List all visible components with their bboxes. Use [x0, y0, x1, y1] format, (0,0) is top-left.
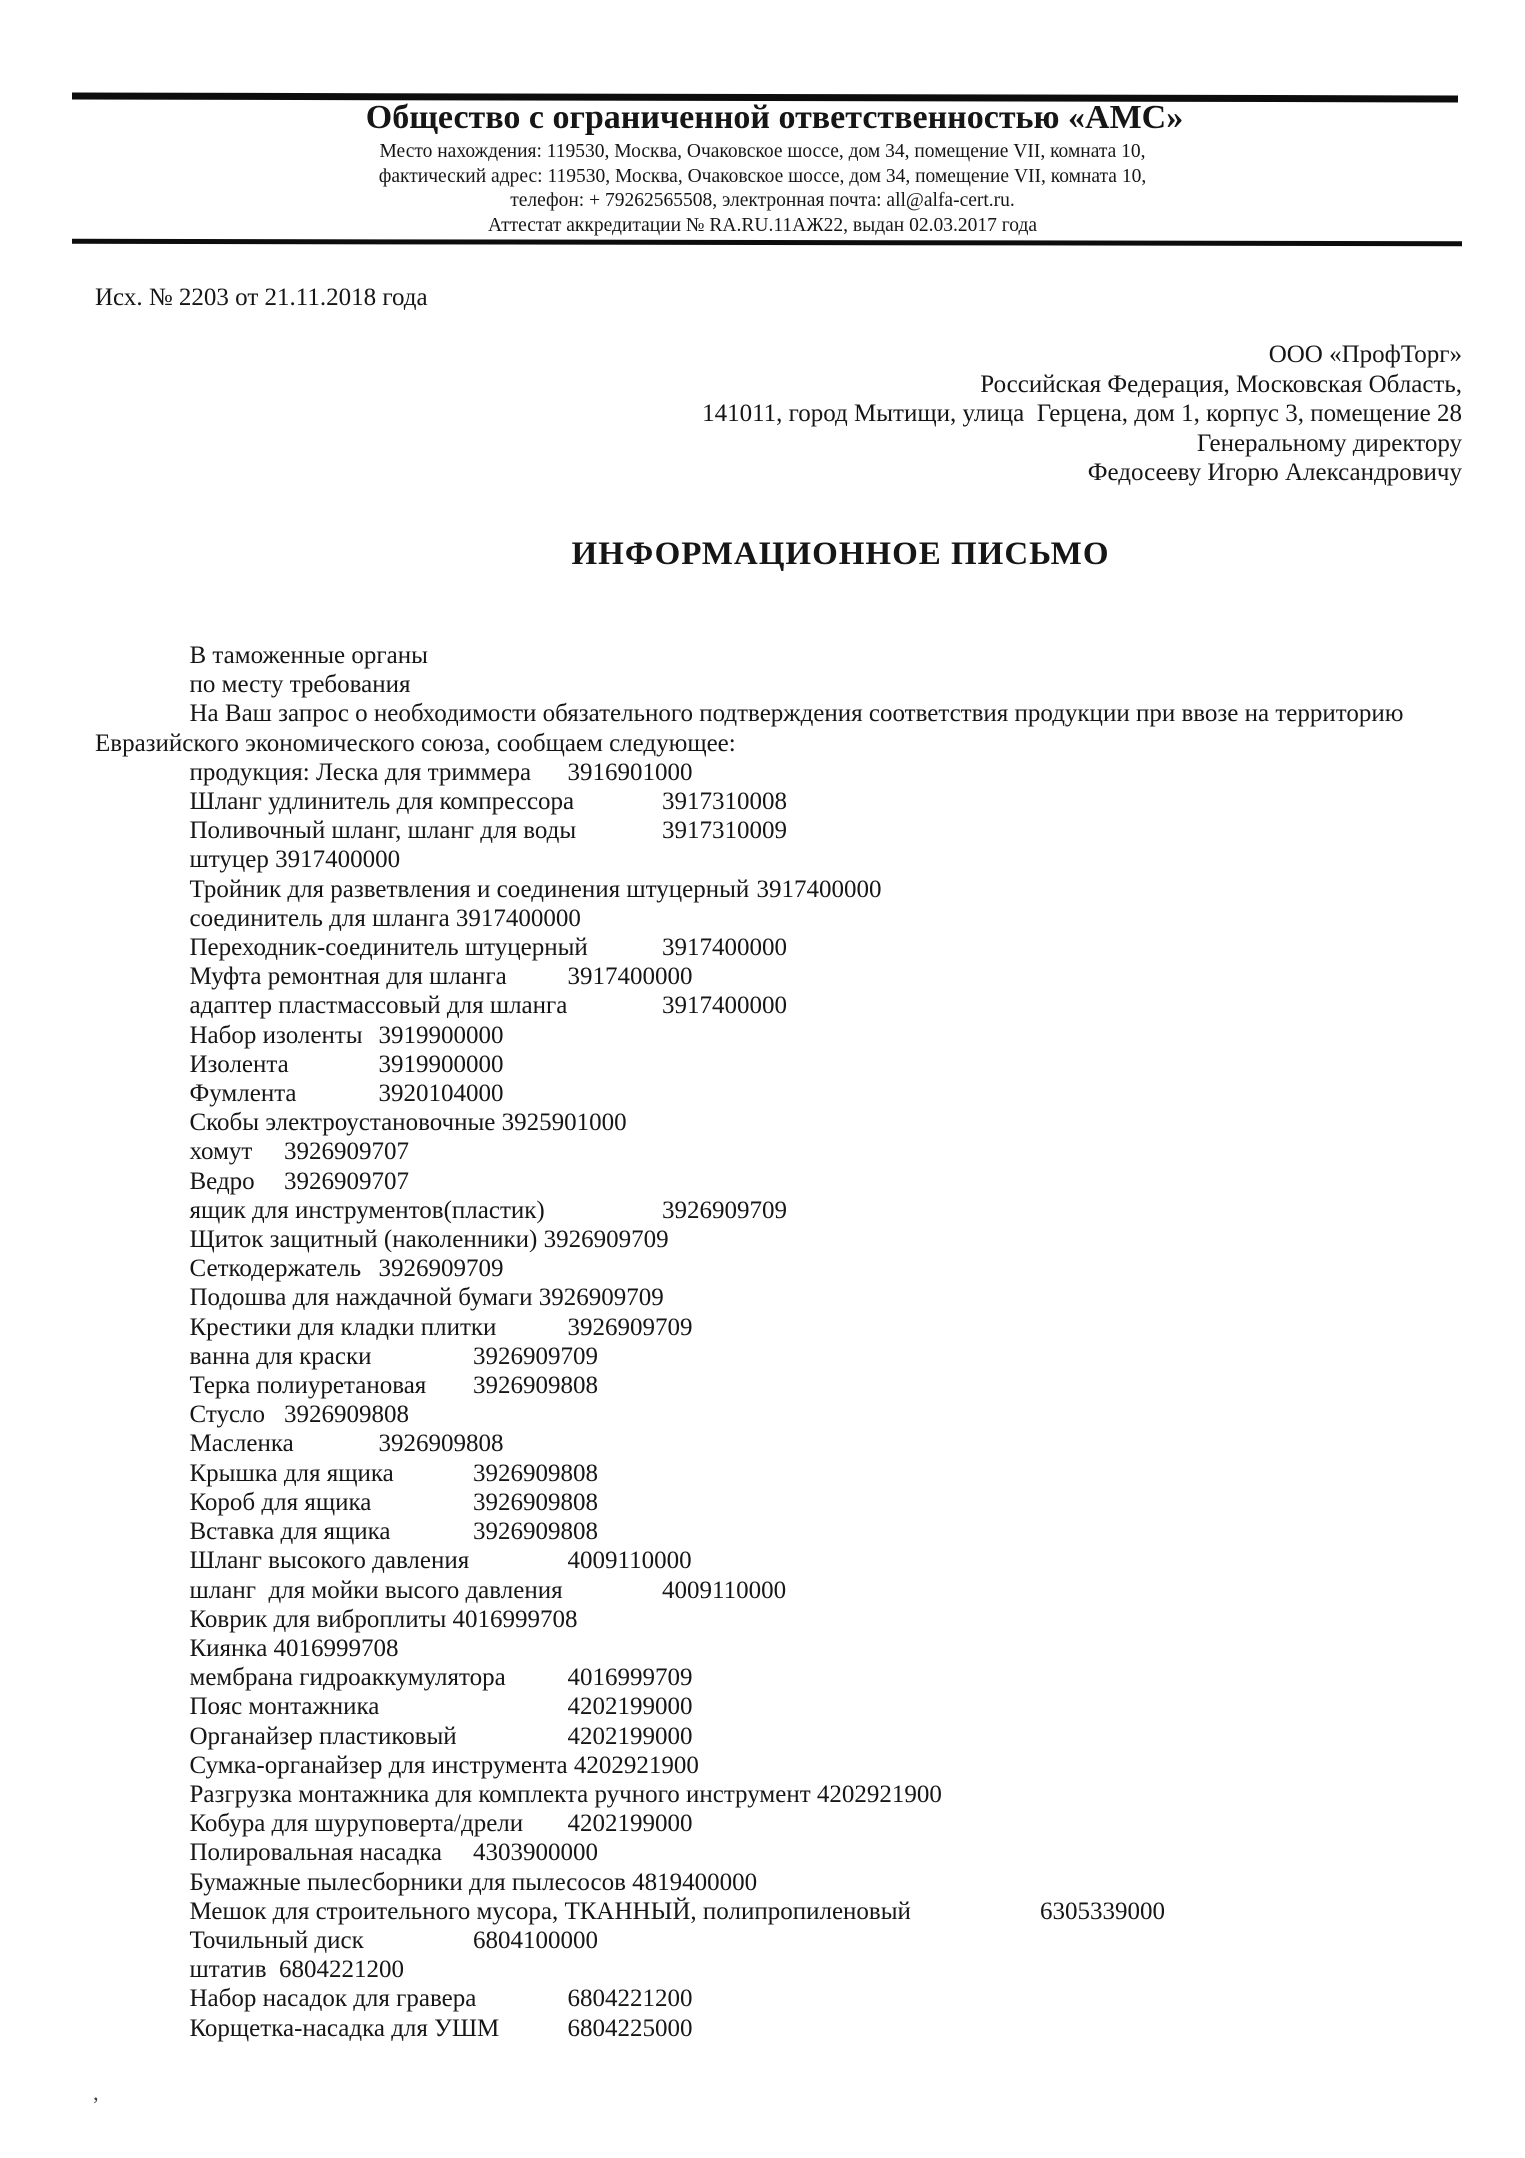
product-line: ванна для краски 3926909709 — [95, 1342, 598, 1370]
product-line: Крышка для ящика 3926909808 — [95, 1459, 598, 1487]
letterhead-line: Место нахождения: 119530, Москва, Очаковское шоссе, дом 34, помещение VII, комната 10, — [379, 141, 1146, 162]
product-line: Пояс монтажника 4202199000 — [95, 1693, 693, 1721]
request-paragraph — [95, 699, 1515, 757]
addressee-line: ООО «ПрофТорг» — [1268, 341, 1462, 368]
product-line: Масленка 3926909808 — [95, 1430, 504, 1458]
product-line: Крестики для кладки плитки 3926909709 — [95, 1313, 693, 1341]
product-line: Бумажные пылесборники для пылесосов 4819400000 — [95, 1868, 758, 1896]
product-line: Шланг удлинитель для компрессора 3917310008 — [95, 788, 787, 816]
letter-body — [95, 641, 1515, 2043]
product-line: адаптер пластмассовый для шланга 3917400000 — [95, 992, 787, 1020]
product-line: штатив 6804221200 — [95, 1956, 405, 1984]
product-line: Мешок для строительного мусора, ТКАННЫЙ, полипропиленовый 6305339000 — [95, 1897, 1165, 1925]
product-line: Киянка 4016999708 — [95, 1634, 399, 1662]
intro-lines — [95, 641, 1515, 699]
product-line: Фумлента 3920104000 — [95, 1080, 504, 1108]
product-line: Набор насадок для гравера 6804221200 — [95, 1985, 693, 2013]
product-line: Полировальная насадка 4303900000 — [95, 1839, 598, 1867]
product-line: Скобы электроустановочные 3925901000 — [95, 1109, 627, 1137]
product-line: Изолента 3919900000 — [95, 1050, 504, 1078]
addressee-line: 141011, город Мытищи, улица Герцена, дом 1, корпус 3, помещение 28 — [702, 400, 1462, 427]
product-line: шланг для мойки высого давления 4009110000 — [95, 1576, 787, 1604]
product-line: Точильный диск 6804100000 — [95, 1926, 598, 1954]
product-list — [95, 758, 1515, 2043]
addressee-block — [702, 340, 1462, 488]
letterhead-bottom-rule — [72, 239, 1462, 246]
intro-line: по месту требования — [95, 671, 411, 699]
letterhead-line: Аттестат аккредитации № RA.RU.11АЖ22, выдан 02.03.2017 года — [487, 214, 1038, 236]
product-line: Сеткодержатель 3926909709 — [95, 1255, 504, 1283]
letterhead-details — [0, 140, 1525, 238]
product-line: Корщетка-насадка для УШМ 6804225000 — [95, 2014, 693, 2042]
product-line: хомут 3926909707 — [95, 1138, 409, 1166]
product-line: Сумка-органайзер для инструмента 4202921900 — [95, 1751, 699, 1779]
paragraph-line: Евразийского экономического союза, сообщаем следующее: — [95, 729, 736, 757]
product-line: Переходник-соединитель штуцерный 3917400000 — [95, 934, 787, 962]
letterhead-line: телефон: + 79262565508, электронная почта: all@alfa-cert.ru. — [510, 190, 1015, 211]
product-line: Коврик для виброплиты 4016999708 — [95, 1605, 578, 1633]
product-line: Разгрузка монтажника для комплекта ручного инструмент 4202921900 — [95, 1780, 942, 1808]
product-line: мембрана гидроаккумулятора 4016999709 — [95, 1664, 693, 1692]
product-line: Муфта ремонтная для шланга 3917400000 — [95, 963, 693, 991]
company-title: Общество с ограниченной ответственностью «АМС» — [365, 99, 1184, 136]
product-line: ящик для инструментов(пластик) 3926909709 — [95, 1196, 787, 1224]
product-line: Терка полиуретановая 3926909808 — [95, 1372, 598, 1400]
letterhead-line: фактический адрес: 119530, Москва, Очаковское шоссе, дом 34, помещение VII, комната 10, — [378, 165, 1147, 187]
product-line: Стусло 3926909808 — [95, 1401, 409, 1429]
outgoing-reference: Исх. № 2203 от 21.11.2018 года — [95, 284, 428, 311]
paragraph-line: На Ваш запрос о необходимости обязательного подтверждения соответствия продукции при ввозе на территорию — [95, 700, 1404, 728]
addressee-line: Генеральному директору — [1196, 429, 1462, 457]
letter-title: ИНФОРМАЦИОННОЕ ПИСЬМО — [571, 536, 1110, 572]
product-line: Подошва для наждачной бумаги 3926909709 — [95, 1284, 664, 1312]
addressee-line: Российская Федерация, Московская Область, — [980, 370, 1462, 398]
product-line: Короб для ящика 3926909808 — [95, 1488, 598, 1516]
product-line: соединитель для шланга 3917400000 — [95, 904, 581, 932]
product-line: Набор изоленты 3919900000 — [95, 1021, 504, 1049]
addressee-line: Федосееву Игорю Александровичу — [1087, 459, 1462, 486]
product-line: Тройник для разветвления и соединения штуцерный 3917400000 — [95, 875, 882, 903]
product-line: продукция: Леска для триммера 3916901000 — [95, 758, 693, 786]
product-line: Органайзер пластиковый 4202199000 — [95, 1722, 693, 1750]
product-line: Поливочный шланг, шланг для воды 3917310009 — [95, 817, 787, 845]
intro-line: В таможенные органы — [95, 642, 428, 669]
product-line: штуцер 3917400000 — [95, 846, 401, 874]
stray-scan-mark: ’ — [92, 2092, 100, 2117]
product-line: Ведро 3926909707 — [95, 1167, 409, 1195]
product-line: Кобура для шуруповерта/дрели 4202199000 — [95, 1810, 693, 1838]
product-line: Щиток защитный (наколенники) 3926909709 — [95, 1226, 669, 1254]
product-line: Вставка для ящика 3926909808 — [95, 1518, 598, 1546]
product-line: Шланг высокого давления 4009110000 — [95, 1547, 692, 1575]
